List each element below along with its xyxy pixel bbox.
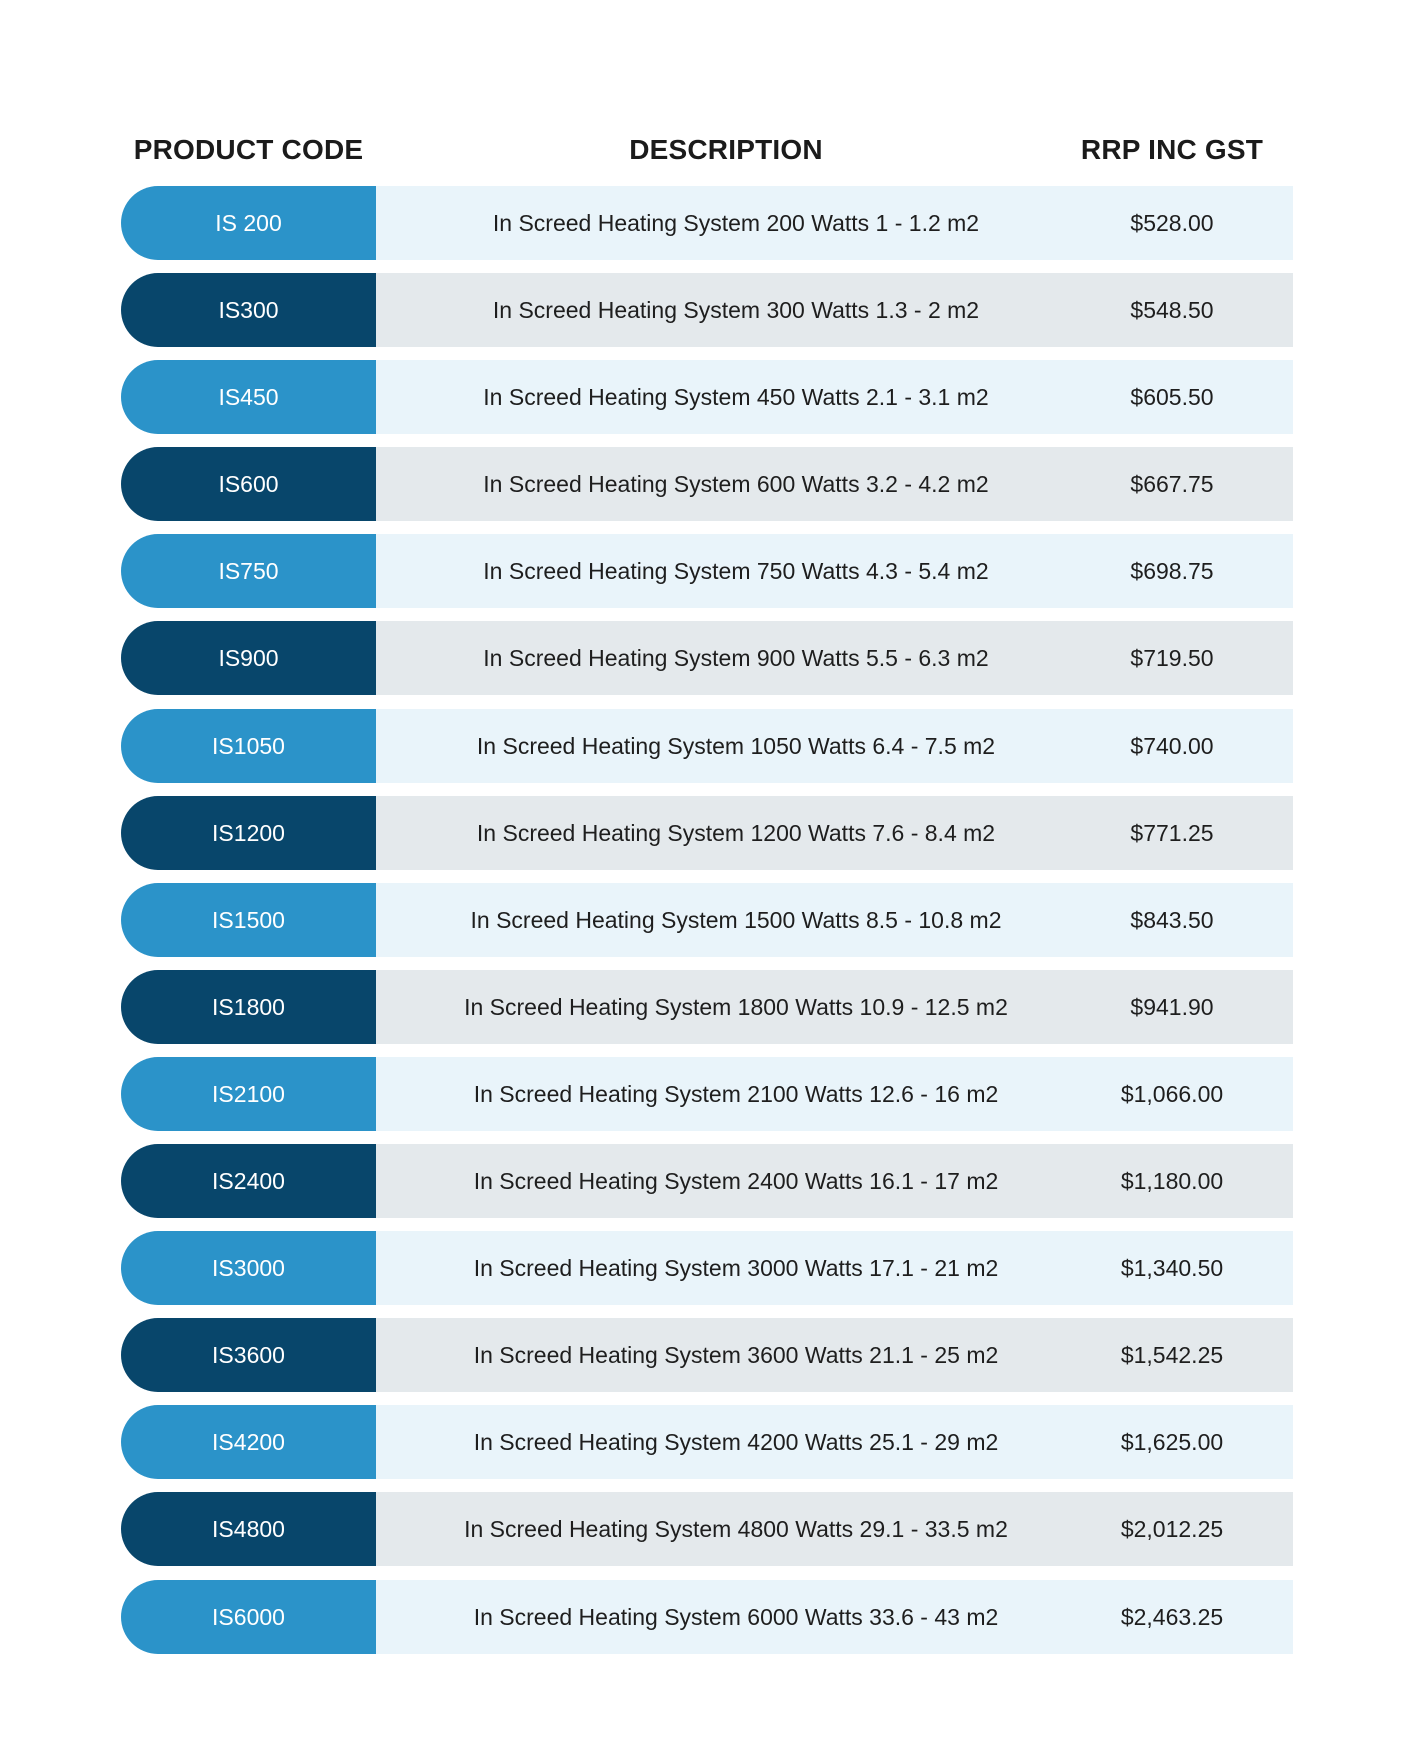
product-description: In Screed Heating System 2100 Watts 12.6 - 16 m2 [473,1080,999,1107]
table-row [121,273,1293,347]
product-code-pill: IS6000 [121,1580,376,1654]
header-price: RRP INC GST [1080,134,1264,165]
product-description: In Screed Heating System 3600 Watts 21.1 - 25 m2 [473,1342,999,1369]
product-price: $698.75 [1130,558,1214,585]
product-code-pill: IS750 [121,534,376,608]
product-price: $843.50 [1130,906,1214,933]
table-row [121,1492,1293,1566]
header-description: DESCRIPTION [629,134,823,165]
product-price: $1,625.00 [1120,1429,1224,1456]
product-description: In Screed Heating System 2400 Watts 16.1 - 17 m2 [473,1168,999,1195]
table-row [121,621,1293,695]
table-header [121,125,1293,175]
product-code-pill: IS3000 [121,1231,376,1305]
table-row [121,186,1293,260]
product-price: $605.50 [1130,384,1214,411]
product-code-pill: IS1050 [121,709,376,783]
table-row [121,1405,1293,1479]
product-description: In Screed Heating System 1050 Watts 6.4 - 7.5 m2 [476,732,996,759]
product-price: $1,340.50 [1120,1255,1224,1282]
product-code-pill: IS2400 [121,1144,376,1218]
product-description: In Screed Heating System 1200 Watts 7.6 - 8.4 m2 [476,819,996,846]
product-description: In Screed Heating System 450 Watts 2.1 - 3.1 m2 [483,384,989,411]
product-price: $528.00 [1130,210,1214,236]
product-price: $1,542.25 [1120,1342,1224,1369]
table-row [121,1318,1293,1392]
product-description: In Screed Heating System 4200 Watts 25.1 - 29 m2 [473,1429,999,1456]
product-price: $667.75 [1130,471,1214,498]
table-row [121,1057,1293,1131]
header-product-code: PRODUCT CODE [133,134,364,165]
product-description: In Screed Heating System 1500 Watts 8.5 - 10.8 m2 [470,906,1002,933]
product-code-pill: IS2100 [121,1057,376,1131]
table-row [121,447,1293,521]
product-code-pill: IS900 [121,621,376,695]
product-code-pill: IS3600 [121,1318,376,1392]
product-description: In Screed Heating System 200 Watts 1 - 1.2 m2 [492,210,980,236]
table-row [121,360,1293,434]
product-description: In Screed Heating System 900 Watts 5.5 - 6.3 m2 [483,645,989,672]
product-price: $548.50 [1130,297,1214,324]
product-description: In Screed Heating System 1800 Watts 10.9 - 12.5 m2 [464,993,1008,1020]
table-row [121,1144,1293,1218]
product-price: $941.90 [1130,993,1214,1020]
table-row [121,709,1293,783]
product-code-pill: IS1800 [121,970,376,1044]
product-description: In Screed Heating System 6000 Watts 33.6 - 43 m2 [473,1603,999,1630]
product-price: $2,012.25 [1120,1516,1224,1543]
product-price: $2,463.25 [1120,1603,1224,1630]
product-description: In Screed Heating System 3000 Watts 17.1 - 21 m2 [473,1255,999,1282]
product-price: $1,180.00 [1120,1168,1224,1195]
product-description: In Screed Heating System 600 Watts 3.2 - 4.2 m2 [483,471,989,498]
table-row [121,1580,1293,1654]
table-row [121,883,1293,957]
product-code-pill: IS4200 [121,1405,376,1479]
table-row [121,970,1293,1044]
product-description: In Screed Heating System 4800 Watts 29.1 - 33.5 m2 [464,1516,1008,1543]
product-price: $719.50 [1130,645,1214,672]
product-code-pill: IS600 [121,447,376,521]
product-code-pill: IS1200 [121,796,376,870]
product-price: $771.25 [1130,819,1214,846]
product-description: In Screed Heating System 300 Watts 1.3 - 2 m2 [492,297,980,324]
product-code-pill: IS300 [121,273,376,347]
product-code-pill: IS4800 [121,1492,376,1566]
table-row [121,796,1293,870]
product-price: $1,066.00 [1120,1080,1224,1107]
table-row [121,1231,1293,1305]
product-price: $740.00 [1130,732,1214,759]
product-code-pill: IS450 [121,360,376,434]
table-body [121,186,1293,1667]
product-code-pill: IS 200 [121,186,376,260]
table-row [121,534,1293,608]
product-code-pill: IS1500 [121,883,376,957]
product-description: In Screed Heating System 750 Watts 4.3 - 5.4 m2 [483,558,989,585]
